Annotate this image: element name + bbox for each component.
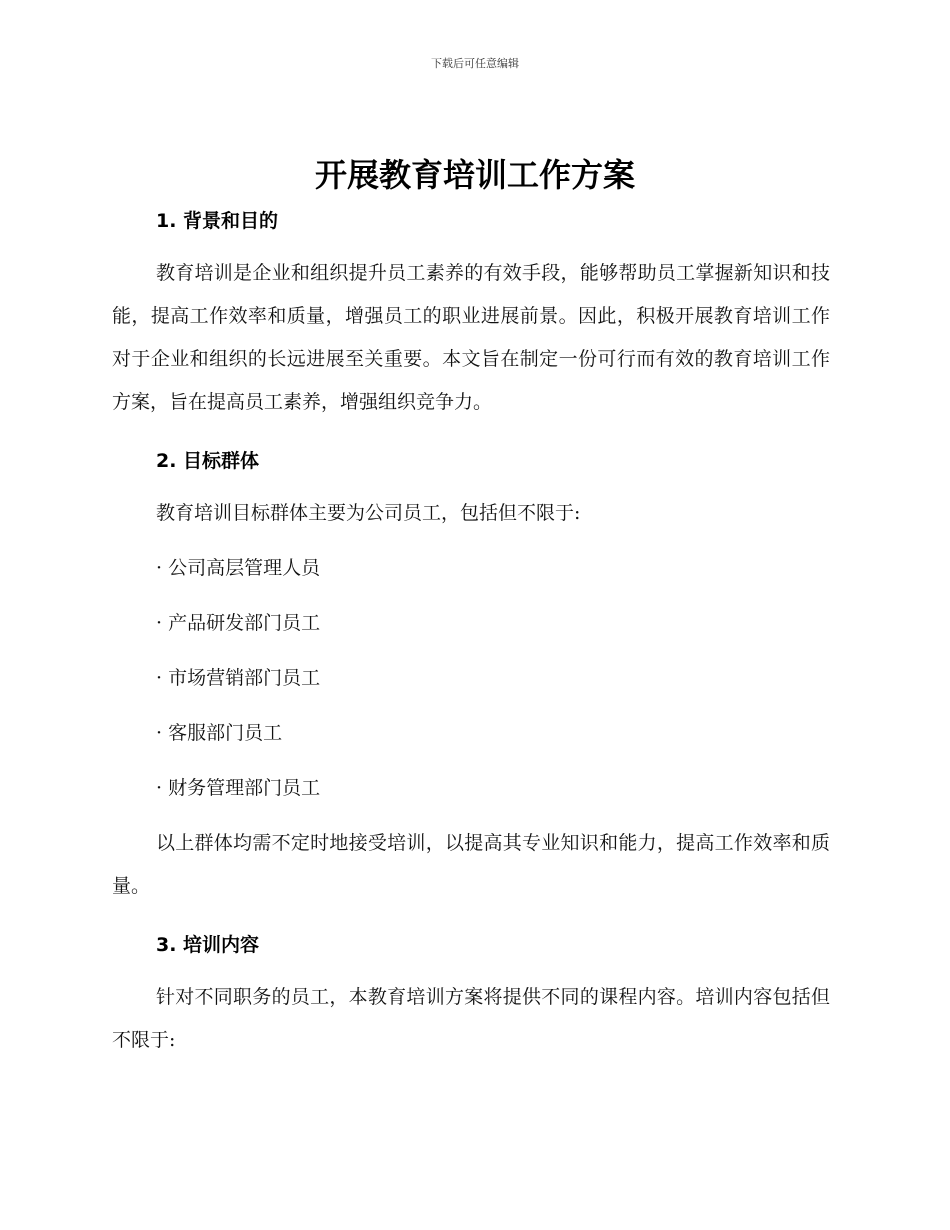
section-paragraph-training-content: 针对不同职务的员工，本教育培训方案将提供不同的课程内容。培训内容包括但不限于: bbox=[112, 986, 830, 1051]
section-heading-target-group: 2. 目标群体 bbox=[156, 450, 260, 472]
document-title: 开展教育培训工作方案 bbox=[314, 156, 635, 194]
header-note: 下载后可任意编辑 bbox=[431, 57, 519, 70]
list-item: · 产品研发部门员工 bbox=[156, 612, 321, 634]
list-item: · 市场营销部门员工 bbox=[156, 667, 321, 689]
document-body bbox=[112, 196, 830, 1062]
section-heading-training-content: 3. 培训内容 bbox=[156, 934, 260, 956]
section-heading-background: 1. 背景和目的 bbox=[156, 210, 279, 232]
section-paragraph-background: 教育培训是企业和组织提升员工素养的有效手段，能够帮助员工掌握新知识和技能，提高工作效率和质量，增强员工的职业进展前景。因此，积极开展教育培训工作对于企业和组织的长远进展至关重要。本文旨在制定一份可行而有效的教育培训工作方案，旨在提高员工素养，增强组织竞争力。 bbox=[112, 262, 830, 413]
list-item: · 财务管理部门员工 bbox=[156, 777, 321, 799]
section-closing-target-group: 以上群体均需不定时地接受培训，以提高其专业知识和能力，提高工作效率和质量。 bbox=[112, 832, 830, 897]
section-intro-target-group: 教育培训目标群体主要为公司员工，包括但不限于: bbox=[156, 502, 581, 524]
list-item: · 公司高层管理人员 bbox=[156, 557, 321, 579]
list-item: · 客服部门员工 bbox=[156, 722, 283, 744]
